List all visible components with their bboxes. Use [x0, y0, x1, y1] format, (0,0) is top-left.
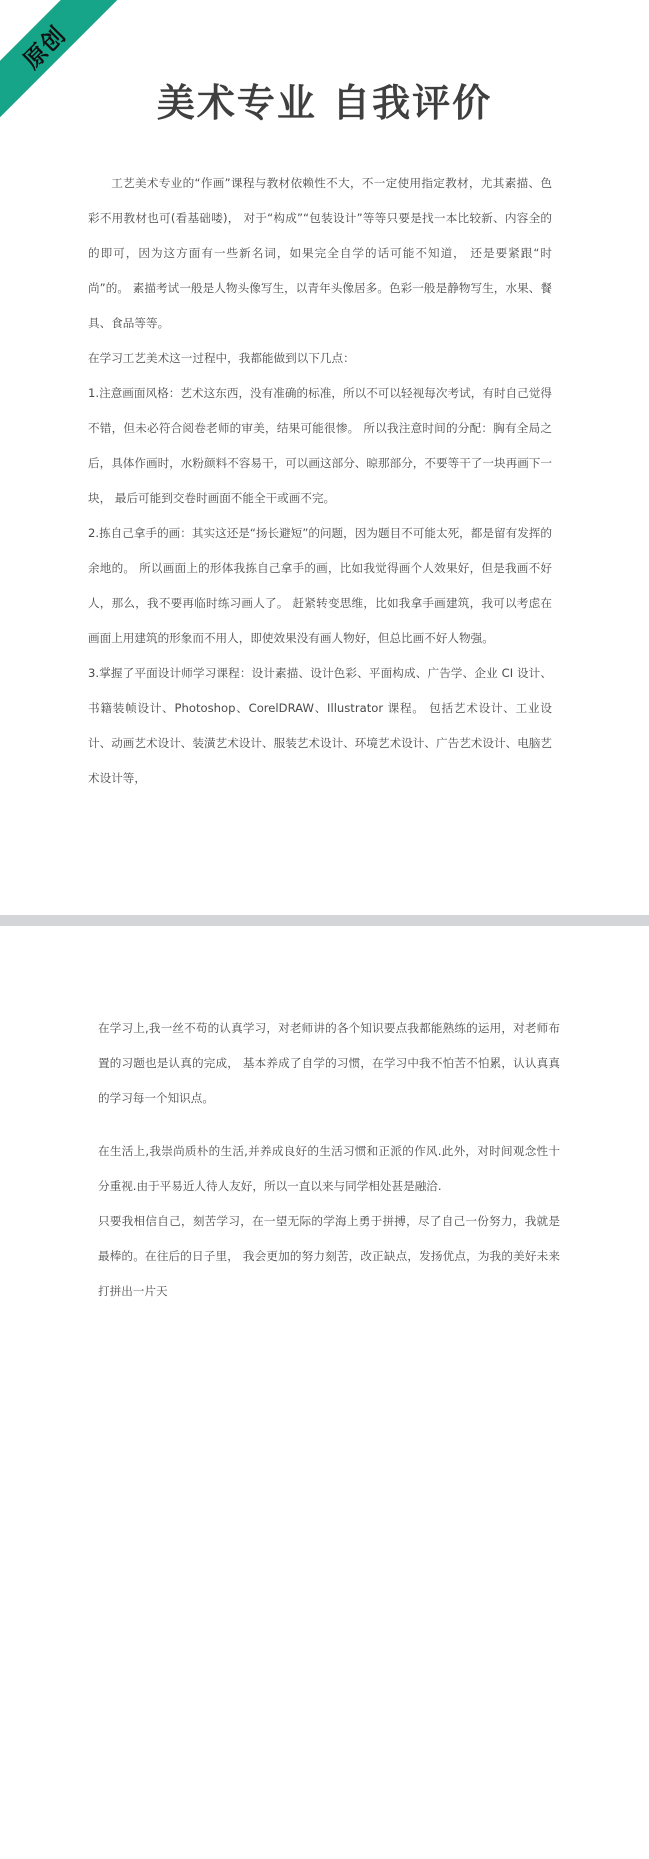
point-1-paragraph: 1.注意画面风格：艺术这东西，没有准确的标准，所以不可以轻视每次考试，有时自己觉得不错，但未必符合阅卷老师的审美，结果可能很惨。 所以我注意时间的分配：胸有全局之后，具体作画时，水粉颜料不容易干，可以画这部分、晾那部分，不要等干了一块再画下一块， 最后可能到交卷时画面不能全干或画不完。	[88, 386, 552, 505]
page-1-body	[88, 166, 552, 796]
study-paragraph: 在学习上,我一丝不苟的认真学习，对老师讲的各个知识要点我都能熟练的运用，对老师布置的习题也是认真的完成， 基本养成了自学的习惯，在学习中我不怕苦不怕累，认认真真的学习每一个知识点。	[98, 1021, 560, 1105]
page-title: 美术专业 自我评价	[156, 81, 493, 125]
document-page-1	[0, 0, 649, 915]
original-badge-label: 原创	[18, 21, 71, 74]
points-lead-paragraph: 在学习工艺美术这一过程中，我都能做到以下几点：	[88, 351, 355, 365]
document-page-2	[0, 926, 649, 1859]
page-separator	[0, 915, 649, 926]
closing-paragraph: 只要我相信自己，刻苦学习，在一望无际的学海上勇于拼搏，尽了自己一份努力，我就是最棒的。在往后的日子里， 我会更加的努力刻苦，改正缺点，发扬优点，为我的美好未来打拼出一片天	[98, 1214, 560, 1298]
point-2-paragraph: 2.拣自己拿手的画：其实这还是“扬长避短”的问题，因为题目不可能太死，都是留有发挥的余地的。 所以画面上的形体我拣自己拿手的画，比如我觉得画个人效果好，但是我画不好人，那么，我不要再临时练习画人了。 赶紧转变思维，比如我拿手画建筑，我可以考虑在画面上用建筑的形象而不用人，即使效果没有画人物好，但总比画不好人物强。	[88, 526, 552, 645]
point-3-paragraph: 3.掌握了平面设计师学习课程：设计素描、设计色彩、平面构成、广告学、企业 CI 设计、书籍装帧设计、Photoshop、CorelDRAW、Illustrator 课程。 包括艺术设计、工业设计、动画艺术设计、装潢艺术设计、服装艺术设计、环境艺术设计、广告艺术设计、电脑艺术设计等，	[88, 666, 552, 785]
intro-paragraph: 工艺美术专业的“作画”课程与教材依赖性不大，不一定使用指定教材，尤其素描、色彩不用教材也可(看基础喽)， 对于“构成”“包装设计”等等只要是找一本比较新、内容全的的即可，因为这方面有一些新名词，如果完全自学的话可能不知道， 还是要紧跟“时尚”的。 素描考试一般是人物头像写生，以青年头像居多。色彩一般是静物写生，水果、餐具、食品等等。	[88, 176, 552, 330]
page-2-body	[98, 1011, 560, 1309]
life-paragraph: 在生活上,我崇尚质朴的生活,并养成良好的生活习惯和正派的作风.此外，对时间观念性十分重视.由于平易近人待人友好，所以一直以来与同学相处甚是融洽.	[98, 1144, 560, 1193]
paragraph-spacer	[98, 1116, 560, 1134]
